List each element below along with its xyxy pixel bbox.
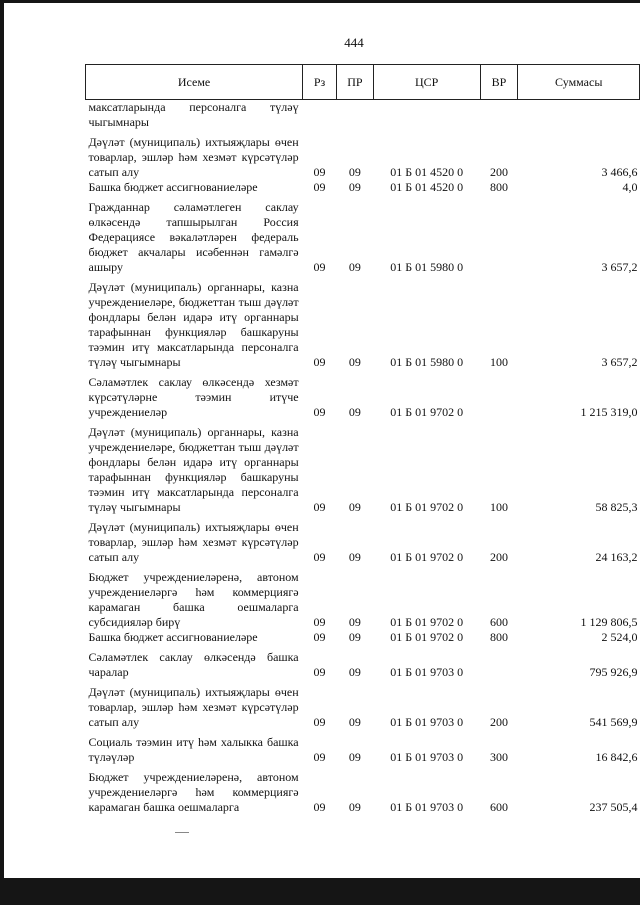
table-row bbox=[86, 730, 640, 765]
header-csr: ЦСР bbox=[373, 65, 480, 100]
row-name-cell bbox=[86, 420, 303, 515]
scan-border-top bbox=[0, 0, 640, 3]
table-row bbox=[86, 275, 640, 370]
row-pr bbox=[336, 100, 373, 131]
table-row bbox=[86, 680, 640, 730]
row-vr bbox=[480, 100, 518, 131]
row-sum: 3 466,6 bbox=[601, 165, 638, 179]
header-vr: ВР bbox=[480, 65, 518, 100]
row-rz: 09 bbox=[313, 500, 326, 514]
budget-document bbox=[85, 64, 640, 815]
row-rz: 09 bbox=[313, 405, 326, 419]
header-name: Исеме bbox=[86, 65, 303, 100]
row-sum: 237 505,4 bbox=[589, 800, 638, 814]
row-name-cell bbox=[86, 180, 303, 195]
row-name: Дәүләт (муниципаль) органнары, казна учреждениеләре, бюджеттан тыш дәүләт фондлары белән идарә итү органнары тарафыннан функцияләр башкаруны тәэмин итү максатларында персоналга түләү чыгымнары bbox=[88, 425, 299, 514]
row-rz: 09 bbox=[313, 260, 326, 274]
row-pr: 09 bbox=[348, 180, 361, 194]
row-name-cell bbox=[86, 130, 303, 180]
row-rz: 09 bbox=[313, 615, 326, 629]
row-name: Дәүләт (муниципаль) ихтыяҗлары өчен товарлар, эшләр һәм хезмәт күрсәтүләр сатып алу bbox=[88, 135, 299, 179]
row-name: Сәламәтлек саклау өлкәсендә хезмәт күрсәтүләрне тәэмин итүче учреждениеләр bbox=[88, 375, 299, 419]
row-csr: 01 Б 01 4520 0 bbox=[390, 165, 464, 179]
row-sum: 3 657,2 bbox=[601, 355, 638, 369]
row-csr: 01 Б 01 9702 0 bbox=[390, 630, 464, 644]
row-sum: 1 215 319,0 bbox=[580, 405, 638, 419]
budget-table bbox=[85, 64, 640, 815]
row-sum: 541 569,9 bbox=[589, 715, 638, 729]
row-vr: 800 bbox=[490, 630, 509, 644]
row-vr bbox=[480, 370, 518, 420]
row-vr: 600 bbox=[490, 800, 509, 814]
scan-artifact-dash bbox=[175, 832, 189, 833]
header-pr: ПР bbox=[336, 65, 373, 100]
row-vr: 600 bbox=[490, 615, 509, 629]
row-name: Бюджет учреждениеләренә, автоном учреждениеләргә һәм коммерциягә карамаган башка оешмаларга субсидияләр бирү bbox=[88, 570, 299, 629]
table-row bbox=[86, 515, 640, 565]
table-row bbox=[86, 645, 640, 680]
row-csr: 01 Б 01 9703 0 bbox=[390, 750, 464, 764]
row-name-cell bbox=[86, 515, 303, 565]
row-vr: 100 bbox=[490, 355, 509, 369]
row-csr: 01 Б 01 9703 0 bbox=[390, 665, 464, 679]
row-rz: 09 bbox=[313, 550, 326, 564]
row-name-cell bbox=[86, 645, 303, 680]
scan-border-left bbox=[0, 0, 4, 905]
row-rz: 09 bbox=[313, 165, 326, 179]
row-name: Башка бюджет ассигнованиеләре bbox=[88, 180, 258, 194]
table-header bbox=[86, 65, 640, 100]
table-row bbox=[86, 565, 640, 630]
row-rz: 09 bbox=[313, 715, 326, 729]
row-name-cell bbox=[86, 195, 303, 275]
row-rz: 09 bbox=[313, 630, 326, 644]
row-pr: 09 bbox=[348, 260, 361, 274]
row-csr: 01 Б 01 9703 0 bbox=[390, 715, 464, 729]
row-csr: 01 Б 01 9702 0 bbox=[390, 550, 464, 564]
row-name: Бюджет учреждениеләренә, автоном учреждениеләргә һәм коммерциягә карамаган башка оешмаларга bbox=[88, 770, 299, 814]
row-name-cell bbox=[86, 680, 303, 730]
row-pr: 09 bbox=[348, 715, 361, 729]
row-csr: 01 Б 01 5980 0 bbox=[390, 260, 464, 274]
row-pr: 09 bbox=[348, 665, 361, 679]
row-sum: 24 163,2 bbox=[595, 550, 638, 564]
row-name-cell bbox=[86, 565, 303, 630]
row-name: Социаль тәэмин итү һәм халыкка башка түләүләр bbox=[88, 735, 299, 764]
row-vr: 200 bbox=[490, 165, 509, 179]
table-row bbox=[86, 130, 640, 180]
row-name: Сәламәтлек саклау өлкәсендә башка чаралар bbox=[88, 650, 299, 679]
row-sum: 16 842,6 bbox=[595, 750, 638, 764]
row-csr: 01 Б 01 9702 0 bbox=[390, 405, 464, 419]
table-row bbox=[86, 765, 640, 815]
row-vr: 100 bbox=[490, 500, 509, 514]
row-name: Башка бюджет ассигнованиеләре bbox=[88, 630, 258, 644]
table-row bbox=[86, 180, 640, 195]
row-sum: 3 657,2 bbox=[601, 260, 638, 274]
row-pr: 09 bbox=[348, 165, 361, 179]
row-name-cell bbox=[86, 630, 303, 645]
header-sum: Суммасы bbox=[518, 65, 640, 100]
row-pr: 09 bbox=[348, 355, 361, 369]
scan-border-bottom bbox=[0, 878, 640, 905]
row-pr: 09 bbox=[348, 615, 361, 629]
row-name: Дәүләт (муниципаль) органнары, казна учреждениеләре, бюджеттан тыш дәүләт фондлары белән идарә итү органнары тарафыннан функцияләр башкаруны тәэмин итү максатларында персоналга түләү чыгымнары bbox=[88, 280, 299, 369]
row-pr: 09 bbox=[348, 500, 361, 514]
row-pr: 09 bbox=[348, 750, 361, 764]
row-vr: 200 bbox=[490, 550, 509, 564]
row-vr bbox=[480, 645, 518, 680]
row-vr bbox=[480, 195, 518, 275]
row-name: максатларында персоналга түләү чыгымнары bbox=[88, 100, 299, 129]
row-csr: 01 Б 01 9703 0 bbox=[390, 800, 464, 814]
row-csr: 01 Б 01 4520 0 bbox=[390, 180, 464, 194]
row-sum: 2 524,0 bbox=[601, 630, 638, 644]
row-name-cell bbox=[86, 730, 303, 765]
row-name: Дәүләт (муниципаль) ихтыяҗлары өчен товарлар, эшләр һәм хезмәт күрсәтүләр сатып алу bbox=[88, 520, 299, 564]
row-name-cell bbox=[86, 100, 303, 131]
row-rz bbox=[303, 100, 337, 131]
table-row bbox=[86, 195, 640, 275]
row-rz: 09 bbox=[313, 665, 326, 679]
header-rz: Рз bbox=[303, 65, 337, 100]
row-rz: 09 bbox=[313, 750, 326, 764]
row-pr: 09 bbox=[348, 550, 361, 564]
row-rz: 09 bbox=[313, 800, 326, 814]
header-row bbox=[86, 65, 640, 100]
row-vr: 200 bbox=[490, 715, 509, 729]
row-sum: 1 129 806,5 bbox=[580, 615, 638, 629]
page-number: 444 bbox=[344, 35, 364, 50]
row-csr: 01 Б 01 9702 0 bbox=[390, 500, 464, 514]
row-name-cell bbox=[86, 370, 303, 420]
table-row bbox=[86, 100, 640, 131]
row-pr: 09 bbox=[348, 630, 361, 644]
row-name: Дәүләт (муниципаль) ихтыяҗлары өчен товарлар, эшләр һәм хезмәт күрсәтүләр сатып алу bbox=[88, 685, 299, 729]
row-rz: 09 bbox=[313, 355, 326, 369]
row-rz: 09 bbox=[313, 180, 326, 194]
row-name-cell bbox=[86, 275, 303, 370]
row-name-cell bbox=[86, 765, 303, 815]
row-sum: 58 825,3 bbox=[595, 500, 638, 514]
row-csr bbox=[373, 100, 480, 131]
row-sum bbox=[518, 100, 640, 131]
row-csr: 01 Б 01 9702 0 bbox=[390, 615, 464, 629]
row-name: Гражданнар сәламәтлеген саклау өлкәсендә тапшырылган Россия Федерациясе вәкаләтләрен федераль бюджет акчалары исәбеннән гамәлгә ашыру bbox=[88, 200, 299, 274]
row-sum: 795 926,9 bbox=[589, 665, 638, 679]
table-body bbox=[86, 100, 640, 816]
row-csr: 01 Б 01 5980 0 bbox=[390, 355, 464, 369]
row-pr: 09 bbox=[348, 800, 361, 814]
row-sum: 4,0 bbox=[622, 180, 638, 194]
table-row bbox=[86, 630, 640, 645]
row-vr: 800 bbox=[490, 180, 509, 194]
row-vr: 300 bbox=[490, 750, 509, 764]
row-pr: 09 bbox=[348, 405, 361, 419]
table-row bbox=[86, 420, 640, 515]
table-row bbox=[86, 370, 640, 420]
